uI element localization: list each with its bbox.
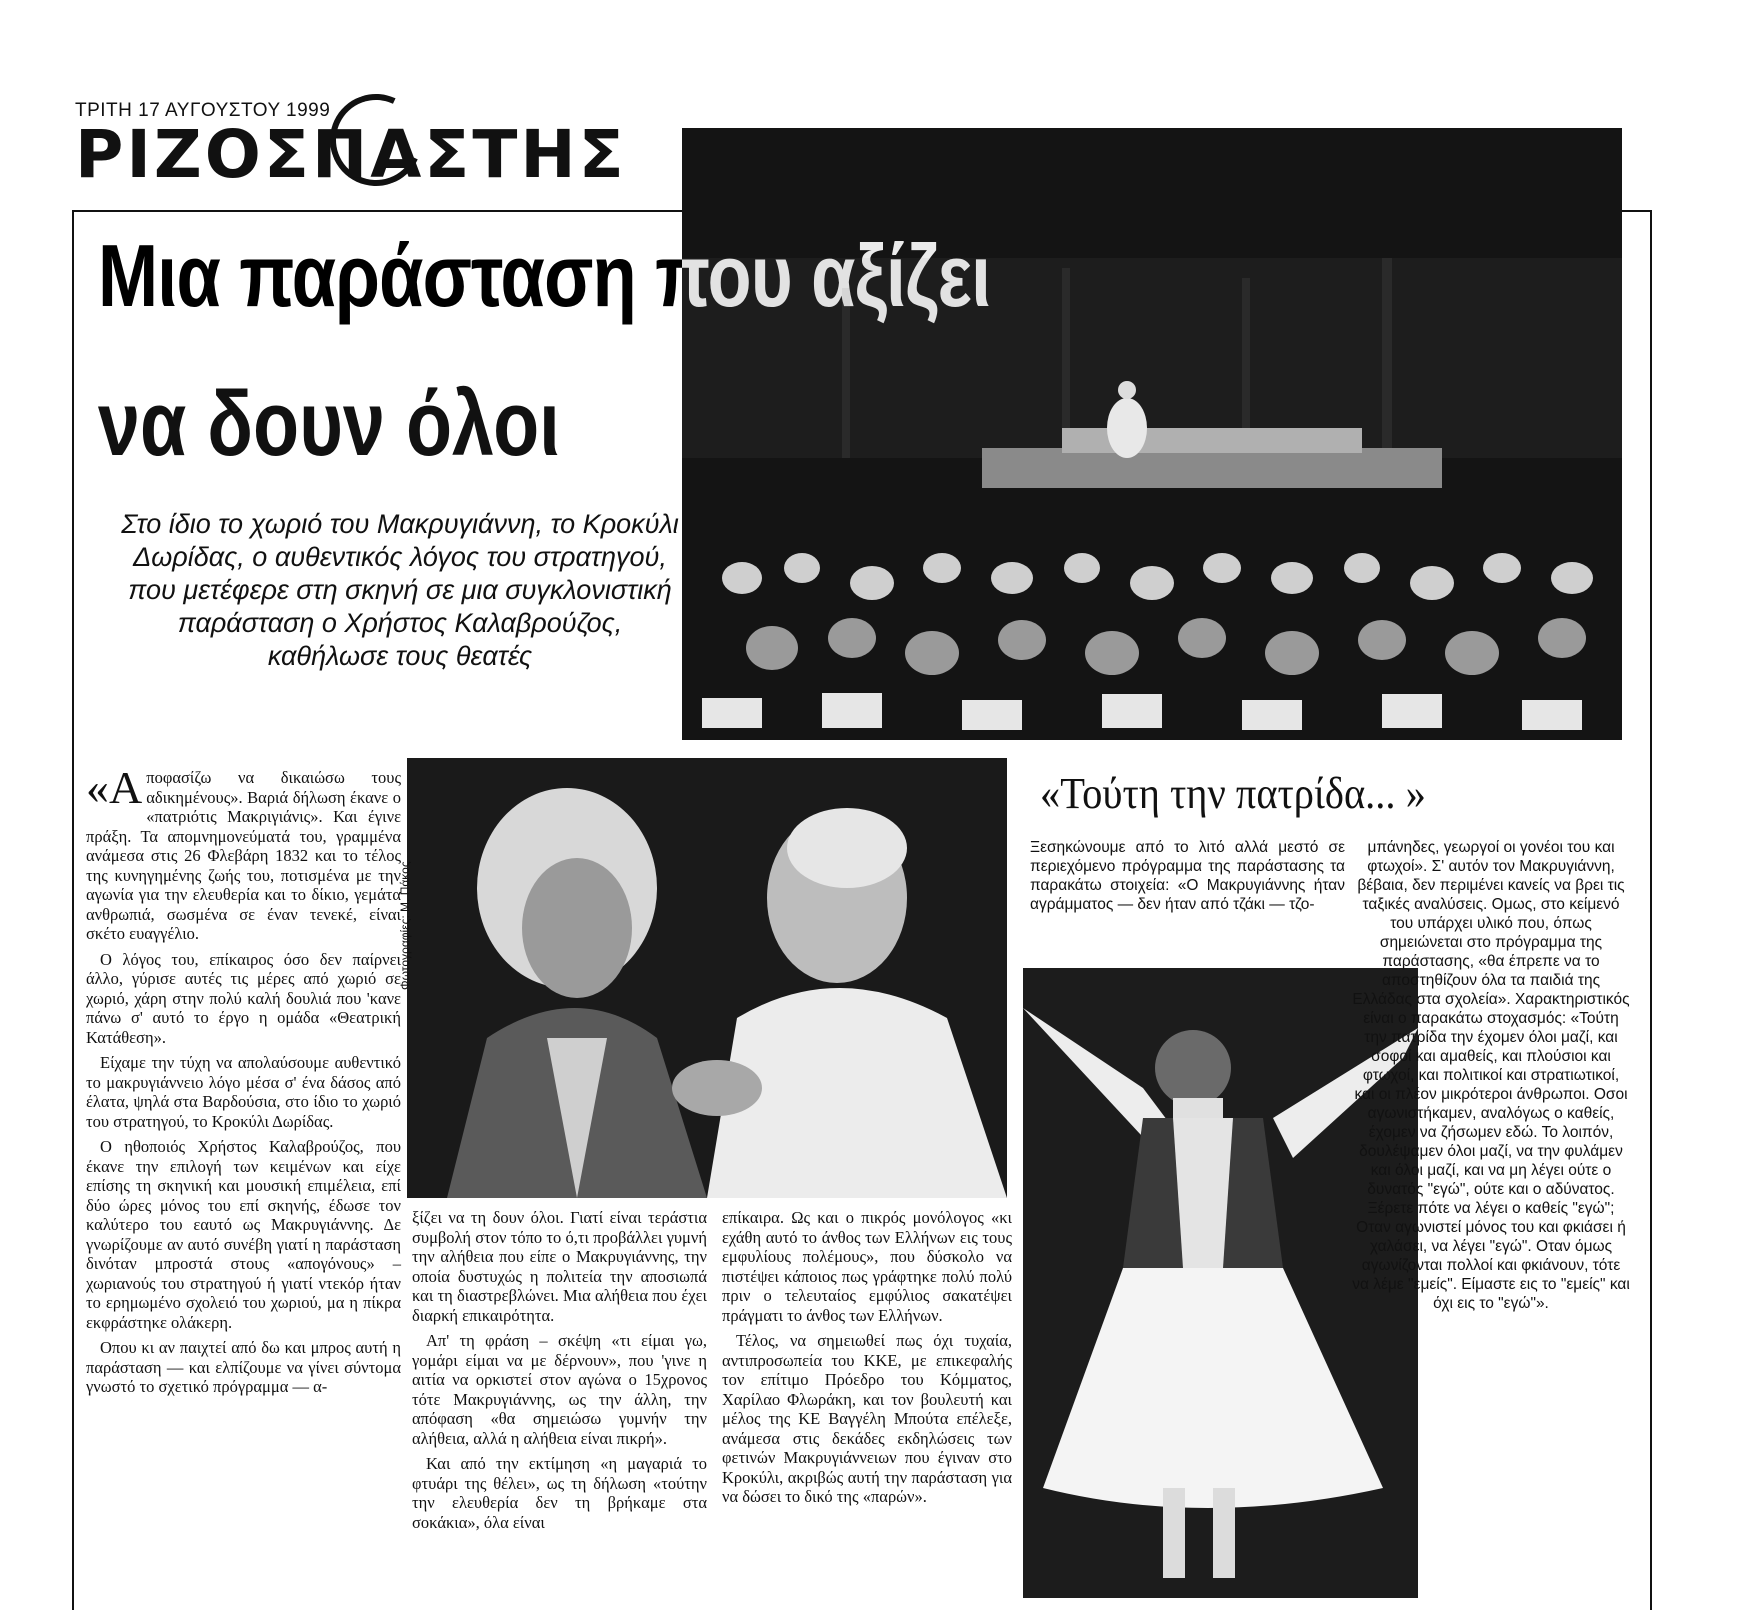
col1-paragraph: Οπου κι αν παιχτεί από δω και μπρος αυτή η παράσταση — και ελπίζουμε να γίνει σύντομα γνωστό το σχετικό πρόγραμμα — α- (86, 1338, 401, 1396)
col2-paragraph: Και από την εκτίμηση «η μαγαριά το φτυάρι της θέλει», ως τη δήλωση «τούτην την ελευθερία δεν τη βρήκαμε στα σοκάκια», όλα είναι (412, 1454, 707, 1532)
photo-credit: Φωτογραφίες: Μ. Πάκος (398, 861, 412, 990)
col2-paragraph: ξίζει να τη δουν όλοι. Γιατί είναι τεράστια συμβολή στον τόπο το ό,τι προβάλλει γυμνή την αλήθεια που είπε ο Μακρυγιάννης, την οποία δυστυχώς η πολιτεία την αποσιωπά και τη διαστρεβλώνει. Μια αλήθεια που έχει διαρκή επικαιρότητα. (412, 1208, 707, 1325)
sidebar-title: «Τούτη την πατρίδα... » (1040, 769, 1426, 818)
sidebar-column-1: Ξεσηκώνουμε από το λιτό αλλά μεστό σε περιεχόμενο πρόγραμμα της παράστασης τα παρακάτω στοιχεία: «Ο Μακρυγιάννης ήταν αγράμματος — δεν ήταν από τζάκι — τζο- (1030, 839, 1345, 913)
col1-paragraph: Είχαμε την τύχη να απολαύσουμε αυθεντικό το μακρυγιάννειο λόγο μέσα σ' ένα δάσος από έλατα, ψηλά στα Βαρδούσια, στο ίδιο το χωριό του στρατηγού, το Κροκύλι Δωρίδας. (86, 1053, 401, 1131)
frame-rule-right (1650, 210, 1652, 1610)
sidebar-column-2: μπάνηδες, γεωργοί οι γονέοι του και φτωχοί». Σ' αυτόν τον Μακρυγιάννη, βέβαια, δεν περιμένει κανείς να βρει τις ταξικές αναλύσεις. Ομως, στο κείμενό του υπάρχει υλικό που, όπως σημειώνεται στο πρόγραμμα της παράστασης, «θα έπρεπε να το αποστηθίζουν όλα τα παιδιά της Ελλάδας στα σχολεία». Χαρακτηριστικός είναι ο παρακάτω στοχασμός: «Τούτη την πατρίδα την έχομεν όλοι μαζί, και σοφοί και αμαθείς, και πλούσιοι και φτωχοί, και πολιτικοί και στρατιωτικοί, και οι πλέον μικρότεροι άνθρωποι. Οσοι αγωνιστήκαμεν, αναλόγως ο καθείς, έχομεν να ζήσωμεν εδώ. Το λοιπόν, δουλέψαμεν όλοι μαζί, να την φυλάμεν και όλοι μαζί, και να μη λέγει ούτε ο δυνατός "εγώ", ούτε και ο αδύνατος. Ξέρετε πότε να λέγει ο καθείς "εγώ"; Οταν αγωνιστεί μόνος του και φκιάσει ή χαλάσει, να λέγει "εγώ". Οταν όμως αγωνίζονται πολλοί και φκιάνουν, τότε να λέμε "εμείς". Είμαστε εις το "εμείς" και όχι εις το "εγώ"». (1352, 839, 1630, 1312)
headline-line-1: Μια παράσταση που αξίζει (98, 226, 991, 325)
col2-paragraph: Απ' τη φράση – σκέψη «τι είμαι γω, γομάρι είμαι να με δέρνουν», που 'γινε η αιτία να ορκιστεί στον αγώνα ο 15χρονος τότε Μακρυγιάννης, ως την άλλη, την απόφαση «θα σημειώσω γυμνήν την αλήθεια, αλλά η αλήθεια είναι πικρή». (412, 1331, 707, 1448)
article-column-2 (412, 1208, 707, 1538)
masthead: ΡΙΖΟΣΠΑΣΤΗΣ (75, 116, 627, 193)
article-column-1 (86, 762, 401, 1403)
photo-two-men (407, 758, 1007, 1198)
article-subtitle: Στο ίδιο το χωριό του Μακρυγιάννη, το Κροκύλι Δωρίδας, ο αυθεντικός λόγος του στρατηγού, που μετέφερε στη σκηνή σε μια συγκλονιστική παράσταση ο Χρήστος Καλαβρούζος, καθήλωσε τους θεατές (121, 509, 679, 671)
col1-paragraph: Ο λόγος του, επίκαιρος όσο δεν παίρνει άλλο, γύρισε αυτές τις μέρες από χωριό σε χωριό, χάρη στην πολύ καλή δουλιά που 'κανε πάνω σ' αυτό το έργο η ομάδα «Θεατρική Κατάθεση». (86, 949, 401, 1047)
article-column-3 (722, 1208, 1012, 1513)
col1-paragraph: Ο ηθοποιός Χρήστος Καλαβρούζος, που έκανε την επιλογή των κειμένων και είχε επίσης τη σκηνική και μουσική επιμέλεια, επί δύο ώρες μόνος του επί σκηνής, έδωσε τον καλύτερο του εαυτό ως Μακρυγιάννης. Δε γνωρίζουμε αν αυτό συνέβη γιατί η παράσταση δινόταν μπροστά στους «απογόνους» – χωριανούς του στρατηγού ή γιατί ντεκόρ ήταν το ερημωμένο σχολειό του χωριού, μα η πίκρα εκφράστηκε ολάκερη. (86, 1137, 401, 1332)
headline-line-2: να δουν όλοι (98, 373, 561, 475)
photo-stage-audience (682, 128, 1622, 740)
col1-paragraph: ποφασίζω να δικαιώσω τους αδικημένους». Βαριά δήλωση έκανε ο «πατριότις Μακριγιάνις». Και έγινε πράξη. Τα απομνημονεύματά του, γραμμένα ανάμεσα στις 26 Φλεβάρη 1832 και το τέλος της κυνηγημένης ζωής του, ποτισμένα με την αγωνία για την ελευθερία και το δίκιο, γεμάτα ανθρωπιά, σωσμένα σε έναν τενεκέ, είναι σκέτο ευαγγέλιο. (86, 768, 401, 943)
dropcap: «Α (86, 762, 143, 813)
col3-paragraph: Τέλος, να σημειωθεί πως όχι τυχαία, αντιπροσωπεία του ΚΚΕ, με επικεφαλής τον επίτιμο Πρόεδρο του Κόμματος, Χαρίλαο Φλωράκη, και τον βουλευτή και μέλος της ΚΕ Βαγγέλη Μπούτα επέλεξε, ανάμεσα στις δεκάδες εκδηλώσεις των φετινών Μακρυγιάννειων που έγιναν στο Κροκύλι, ακριβώς αυτή την παράσταση για να δώσει το δικό της «παρών». (722, 1331, 1012, 1506)
dateline: ΤΡΙΤΗ 17 ΑΥΓΟΥΣΤΟΥ 1999 (75, 100, 331, 121)
col3-paragraph: επίκαιρα. Ως και ο πικρός μονόλογος «κι εχάθη αυτό το άνθος των Ελλήνων εις τους εμφυλίους πολέμους», που δύσκολο να πιστέψει κάποιος πως γράφτηκε πολύ πολύ πριν ο τελευταίος εμφύλιος σακατέψει πράγματι το άνθος των Ελλήνων. (722, 1208, 1012, 1325)
frame-rule-left (72, 210, 74, 1610)
